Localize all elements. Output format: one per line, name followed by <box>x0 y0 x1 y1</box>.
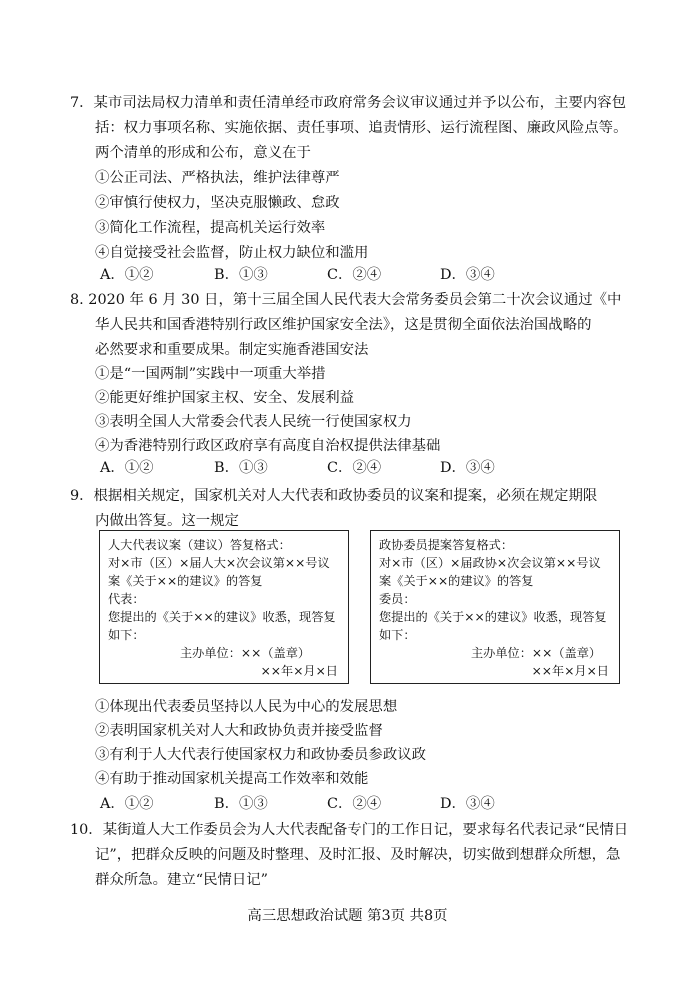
q7-statement-2: ②审慎行使权力，坚决克服懒政、怠政 <box>95 195 340 211</box>
q10-stem-line-3: 群众所急。建立“民情日记” <box>95 872 269 888</box>
q7-option-a: A．①② <box>100 267 154 283</box>
q8-stem-line-3: 必然要求和重要成果。制定实施香港国安法 <box>95 342 369 358</box>
q9-option-b: B．①③ <box>214 796 268 812</box>
q7-statement-1: ①公正司法、严格执法，维护法律尊严 <box>95 170 340 186</box>
q9-option-d: D．③④ <box>440 796 495 812</box>
q7-option-b: B．①③ <box>214 267 268 283</box>
cppcc-box-date: ××年×月×日 <box>531 664 609 678</box>
cppcc-box-line-3: 案《关于××的建议》的答复 <box>379 574 534 588</box>
npc-box-line-5: 您提出的《关于××的建议》收悉，现答复 <box>108 610 336 624</box>
q8-option-b: B．①③ <box>214 460 268 476</box>
q8-stem-line-1: 8. 2020 年 6 月 30 日，第十三届全国人民代表大会常务委员会第二十次会议通过《中 <box>70 292 622 308</box>
q7-statement-3: ③简化工作流程，提高机关运行效率 <box>95 220 326 236</box>
q7-option-d: D．③④ <box>440 267 495 283</box>
cppcc-box-line-2: 对×市（区）×届政协×次会议第××号议 <box>379 556 601 570</box>
q8-option-a: A．①② <box>100 460 154 476</box>
cppcc-box-line-6: 如下： <box>379 628 416 642</box>
q8-option-c: C．②④ <box>327 460 382 476</box>
npc-box-date: ××年×月×日 <box>260 664 338 678</box>
q9-stem-line-2: 内做出答复。这一规定 <box>95 513 239 529</box>
page-footer: 高三思想政治试题 第3页 共8页 <box>247 908 448 924</box>
q9-statement-1: ①体现出代表委员坚持以人民为中心的发展思想 <box>95 699 398 715</box>
q8-stem-line-2: 华人民共和国香港特别行政区维护国家安全法》，这是贯彻全面依法治国战略的 <box>95 317 592 333</box>
npc-box-line-6: 如下： <box>108 628 145 642</box>
cppcc-box-line-5: 您提出的《关于××的建议》收悉，现答复 <box>379 610 607 624</box>
cppcc-box-sponsor: 主办单位：××（盖章） <box>471 646 602 660</box>
npc-box-line-4: 代表： <box>108 592 145 606</box>
q8-statement-3: ③表明全国人大常委会代表人民统一行使国家权力 <box>95 414 412 430</box>
q9-option-c: C．②④ <box>327 796 382 812</box>
npc-reply-format-box <box>99 530 349 684</box>
q9-statement-4: ④有助于推动国家机关提高工作效率和效能 <box>95 771 369 787</box>
q7-stem-line-2: 括：权力事项名称、实施依据、责任事项、追责情形、运行流程图、廉政风险点等。 <box>95 120 628 136</box>
q10-stem-line-2: 记”，把群众反映的问题及时整理、及时汇报、及时解决，切实做到想群众所想，急 <box>95 847 621 863</box>
cppcc-reply-format-box <box>370 530 620 684</box>
q7-stem-line-3: 两个清单的形成和公布，意义在于 <box>95 145 311 161</box>
q9-option-a: A．①② <box>100 796 154 812</box>
q9-statement-3: ③有利于人大代表行使国家权力和政协委员参政议政 <box>95 747 426 763</box>
q8-statement-1: ①是“一国两制”实践中一项重大举措 <box>95 366 326 382</box>
q8-option-d: D．③④ <box>440 460 495 476</box>
q7-stem-line-1: 7．某市司法局权力清单和责任清单经市政府常务会议审议通过并予以公布，主要内容包 <box>70 95 627 111</box>
q7-option-c: C．②④ <box>327 267 382 283</box>
q9-stem-line-1: 9．根据相关规定，国家机关对人大代表和政协委员的议案和提案，必须在规定期限 <box>70 488 598 504</box>
npc-box-line-1: 人大代表议案（建议）答复格式： <box>108 538 291 552</box>
q8-statement-4: ④为香港特别行政区政府享有高度自治权提供法律基础 <box>95 438 441 454</box>
q9-statement-2: ②表明国家机关对人大和政协负责并接受监督 <box>95 723 383 739</box>
npc-box-line-3: 案《关于××的建议》的答复 <box>108 574 263 588</box>
q8-statement-2: ②能更好维护国家主权、安全、发展利益 <box>95 390 355 406</box>
cppcc-box-line-4: 委员： <box>379 592 416 606</box>
npc-box-line-2: 对×市（区）×届人大×次会议第××号议 <box>108 556 330 570</box>
cppcc-box-line-1: 政协委员提案答复格式： <box>379 538 514 552</box>
q10-stem-line-1: 10．某街道人大工作委员会为人大代表配备专门的工作日记，要求每名代表记录“民情日 <box>70 822 629 838</box>
q7-statement-4: ④自觉接受社会监督，防止权力缺位和滥用 <box>95 245 369 261</box>
npc-box-sponsor: 主办单位：××（盖章） <box>180 646 311 660</box>
